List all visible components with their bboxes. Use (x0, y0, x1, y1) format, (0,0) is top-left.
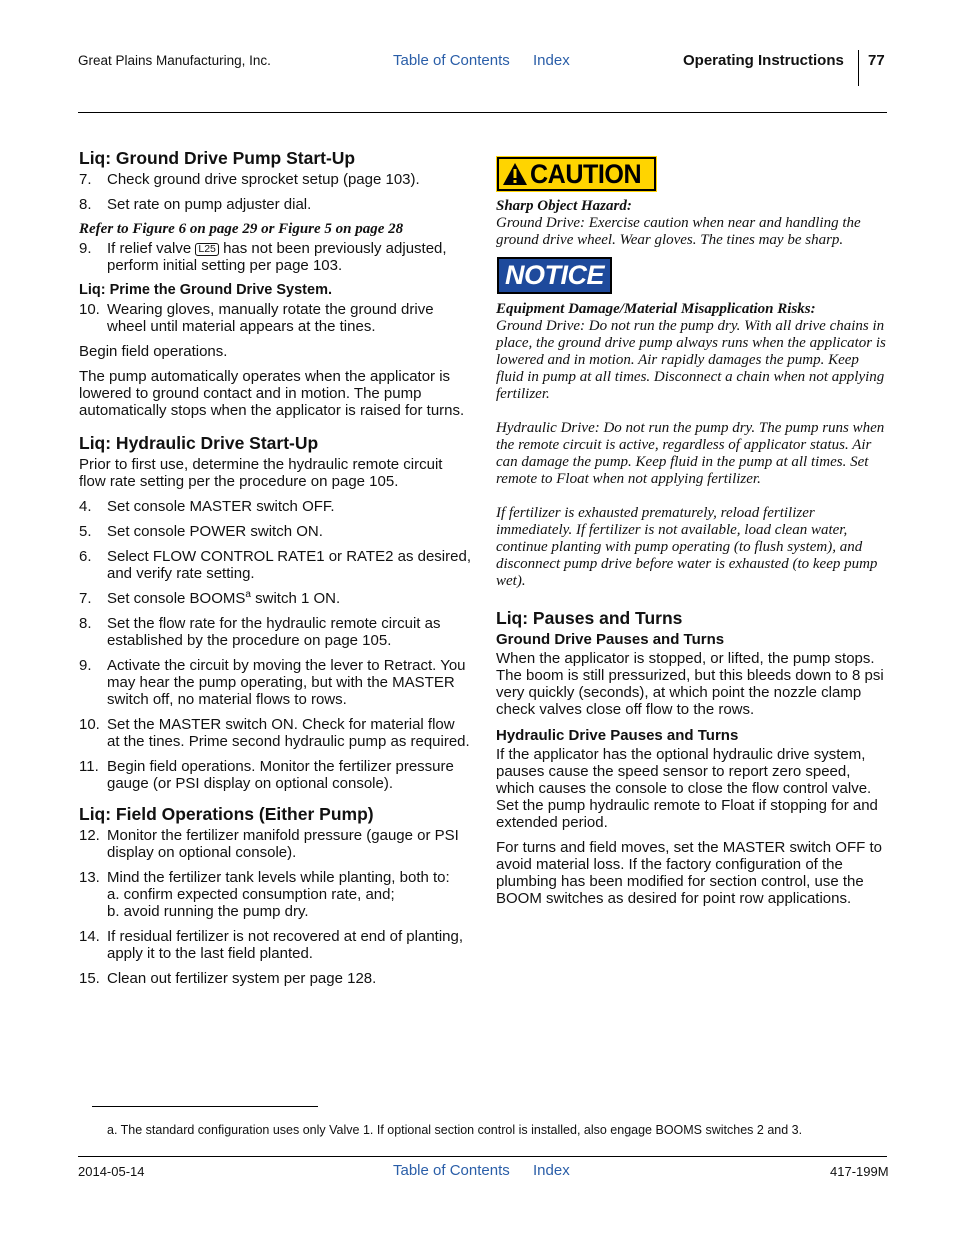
list-item: 6. Select FLOW CONTROL RATE1 or RATE2 as desired, and verify rate setting. (79, 548, 471, 582)
warning-triangle-icon (502, 162, 528, 186)
list-item: 11. Begin field operations. Monitor the fertilizer pressure gauge (or PSI display on optional console). (79, 758, 454, 792)
document-number: 417-199M (830, 1164, 889, 1179)
list-item: 14. If residual fertilizer is not recovered at end of planting, apply it to the last field planted. (79, 928, 464, 962)
footnote-rule (92, 1106, 318, 1107)
right-column (496, 157, 888, 915)
footnote: a. The standard configuration uses only Valve 1. If optional section control is installed, also engage BOOMS switches 2 and 3. (107, 1123, 803, 1137)
paragraph: When the applicator is stopped, or lifted, the pump stops. The boom is still pressurized, but this bleeds down to 8 psi very quickly (seconds), at which point the nozzle clamp check valves close off flow to the rows. (496, 650, 884, 718)
list-item: 9. Activate the circuit by moving the lever to Retract. You may hear the pump operating, but with the MASTER switch off, no material flows to rows. (79, 657, 466, 708)
pauses-turns-heading: Liq: Pauses and Turns (496, 608, 683, 628)
footer-date: 2014-05-14 (78, 1164, 145, 1179)
footnote-marker[interactable]: a (245, 589, 251, 600)
field-operations-heading: Liq: Field Operations (Either Pump) (79, 804, 374, 824)
figure-reference: Refer to Figure 6 on page 29 or Figure 5 on page 28 (79, 221, 404, 237)
ground-drive-pauses-heading: Ground Drive Pauses and Turns (496, 631, 725, 648)
list-item: 8. Set rate on pump adjuster dial. (79, 196, 312, 213)
list-item: 9. If relief valve L25 has not been previously adjusted, perform initial setting per page 103. (79, 240, 447, 274)
toc-link-footer[interactable]: Table of Contents (393, 1162, 510, 1179)
list-item: 7. Check ground drive sprocket setup (page 103). (79, 171, 420, 188)
relief-valve-badge: L25 (195, 243, 219, 256)
left-column (79, 148, 471, 995)
notice-heading: Equipment Damage/Material Misapplication Risks: (496, 301, 816, 317)
toc-link-header[interactable]: Table of Contents (393, 52, 510, 69)
notice-label: NOTICE (497, 257, 612, 294)
list-item: 5. Set console POWER switch ON. (79, 523, 323, 540)
section-title: Operating Instructions (683, 52, 844, 69)
list-item: 7. Set console BOOMS$^a$ switch 1 ON. (79, 589, 341, 607)
caution-heading: Sharp Object Hazard: (496, 198, 632, 214)
company-name: Great Plains Manufacturing, Inc. (78, 53, 271, 68)
index-link-footer[interactable]: Index (533, 1162, 570, 1179)
caution-label: CAUTION (497, 157, 656, 191)
header-divider (858, 50, 859, 86)
header-rule (78, 112, 887, 113)
index-link-header[interactable]: Index (533, 52, 570, 69)
hydraulic-drive-pauses-heading: Hydraulic Drive Pauses and Turns (496, 727, 739, 744)
paragraph: The pump automatically operates when the applicator is lowered to ground contact and in motion. The pump automatically stops when the applicator is raised for turns. (79, 368, 465, 419)
list-item: 8. Set the flow rate for the hydraulic remote circuit as established by the procedure on page 105. (79, 615, 441, 649)
list-item: 10. Set the MASTER switch ON. Check for material flow at the tines. Prime second hydraulic pump as required. (79, 716, 470, 750)
notice-ground-drive: Ground Drive: Do not run the pump dry. With all drive chains in place, the ground drive pump always runs when the applicator is lowered and in motion. Air rapidly damages the pump. Keep fluid in pump at all times. Disconnect a chain when not applying fertilizer. (496, 318, 886, 402)
notice-fertilizer-exhausted: If fertilizer is exhausted prematurely, reload fertilizer immediately. If fertilizer is not available, load clean water, continue planting with pump operating (to flush system), and disconnect pump drive before water is exhausted (to keep pump wet). (496, 505, 878, 589)
caution-text: Ground Drive: Exercise caution when near and handling the ground drive wheel. Wear gloves. The tines may be sharp. (496, 215, 861, 248)
paragraph: Begin field operations. (79, 343, 228, 360)
footer-rule (78, 1156, 887, 1157)
ground-drive-startup-heading: Liq: Ground Drive Pump Start-Up (79, 148, 356, 168)
page-number: 77 (868, 52, 885, 69)
paragraph: For turns and field moves, set the MASTER switch OFF to avoid material loss. If the factory configuration of the plumbing has been modified for section control, use the BOOM switches as desired for point row applications. (496, 839, 882, 907)
list-item: 12. Monitor the fertilizer manifold pressure (gauge or PSI display on optional console). (79, 827, 459, 861)
paragraph: Prior to first use, determine the hydraulic remote circuit flow rate setting per the procedure on page 105. (79, 456, 443, 490)
list-item: 13. Mind the fertilizer tank levels while planting, both to: a. confirm expected consumption rate, and; b. avoid running the pump dry. (79, 869, 450, 920)
list-item: 4. Set console MASTER switch OFF. (79, 498, 335, 515)
hydraulic-drive-startup-heading: Liq: Hydraulic Drive Start-Up (79, 433, 319, 453)
list-item: 15. Clean out fertilizer system per page 128. (79, 970, 377, 987)
prime-ground-drive-heading: Liq: Prime the Ground Drive System. (79, 282, 332, 298)
notice-hydraulic-drive: Hydraulic Drive: Do not run the pump dry. The pump runs when the remote circuit is active, regardless of applicator status. Air can damage the pump. Keep fluid in the pump at all times. Set remote to Float when not applying fertilizer. (496, 420, 885, 487)
list-item: 10. Wearing gloves, manually rotate the ground drive wheel until material appears at the tines. (79, 301, 434, 335)
paragraph: If the applicator has the optional hydraulic drive system, pauses cause the speed sensor to report zero speed, which causes the console to close the flow control valve. Set the pump hydraulic remote to Float if stopping for and extended period. (496, 746, 878, 831)
